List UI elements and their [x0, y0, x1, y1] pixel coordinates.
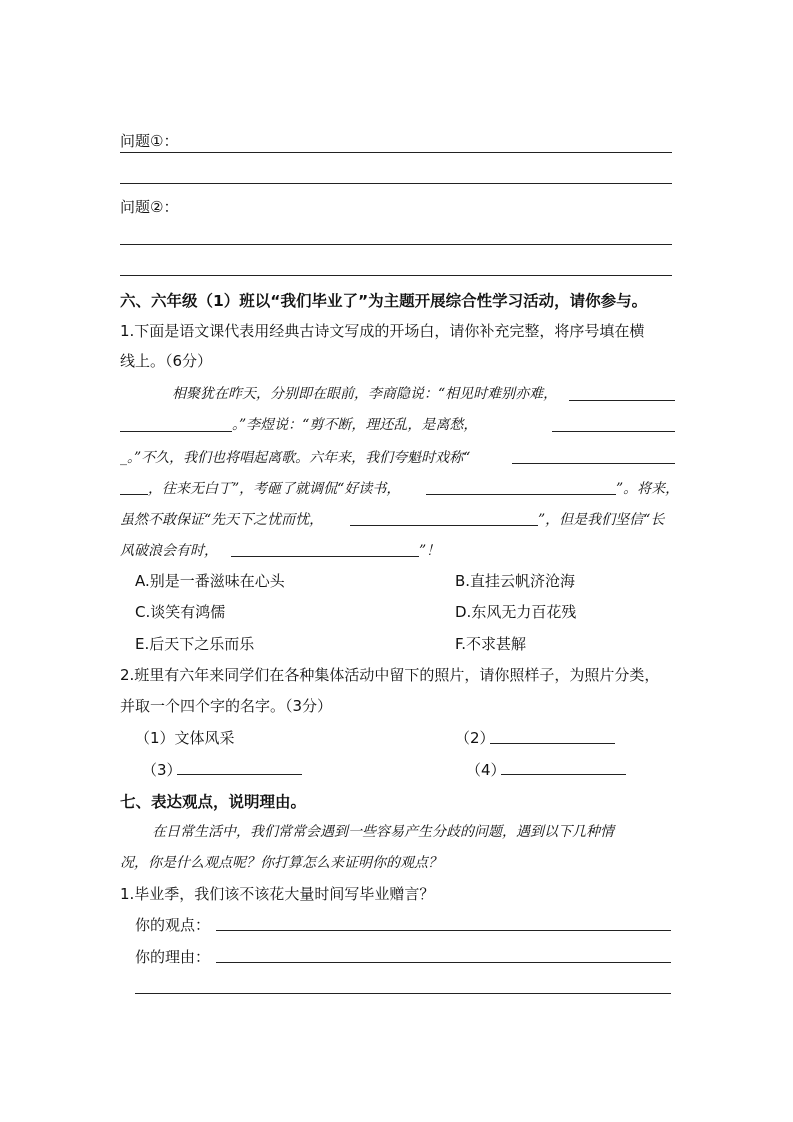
question-1-label: 问题①：: [120, 132, 179, 150]
fill-blank[interactable]: [569, 400, 675, 401]
passage-line-2: 。”李煜说：“剪不断，理还乱，是离愁，: [232, 417, 478, 433]
section-7-title: 七、表达观点，说明理由。: [120, 793, 307, 811]
category-4-blank[interactable]: [501, 774, 626, 775]
reason-label: 你的理由：: [135, 948, 211, 966]
fill-blank[interactable]: [120, 494, 148, 495]
passage-line-1: [172, 383, 557, 403]
fill-blank[interactable]: [231, 556, 419, 557]
section-7-item-1: 1.毕业季，我们该不该花大量时间写毕业赠言？: [120, 885, 435, 903]
passage-line-5b: ”，但是我们坚信“长: [538, 512, 665, 528]
answer-line[interactable]: [120, 275, 672, 276]
item-2-instruction: 2.班里有六年来同学们在各种集体活动中留下的照片，请你照样子，为照片分类，: [120, 666, 660, 684]
section-6-title: 六、六年级（1）班以“我们毕业了”为主题开展综合性学习活动，请你参与。: [120, 292, 648, 310]
option-c: C.谈笑有鸿儒: [135, 603, 226, 621]
reason-answer-line-2[interactable]: [135, 993, 671, 994]
fill-blank[interactable]: [552, 431, 675, 432]
item-1-instruction-cont: 线上。（6分）: [120, 352, 213, 370]
option-d: D.东风无力百花残: [455, 603, 577, 621]
item-1-instruction: 1.下面是语文课代表用经典古诗文写成的开场白，请你补充完整，将序号填在横: [120, 322, 645, 340]
passage-line-4b: ”。将来，: [616, 481, 680, 497]
fill-blank[interactable]: [426, 494, 616, 495]
view-answer-line[interactable]: [216, 930, 671, 931]
fill-blank[interactable]: [350, 525, 538, 526]
passage-line-3: _。”不久，我们也将唱起离歌。六年来，我们夸魁时戏称“: [120, 450, 471, 466]
category-3-blank[interactable]: [177, 774, 302, 775]
section-7-intro-2: 况，你是什么观点呢？你打算怎么来证明你的观点？: [120, 855, 442, 871]
passage-line-4a: ，往来无白丁”，考砸了就调侃“好读书，: [148, 481, 401, 497]
answer-line[interactable]: [120, 152, 672, 153]
answer-line[interactable]: [120, 183, 672, 184]
category-1: （1）文体风采: [135, 729, 235, 747]
reason-answer-line[interactable]: [216, 962, 671, 963]
item-2-instruction-cont: 并取一个四个字的名字。（3分）: [120, 697, 333, 715]
answer-line[interactable]: [120, 244, 672, 245]
passage-text: 相聚犹在昨天，分别即在眼前，李商隐说：“相见时难别亦难，: [172, 386, 558, 402]
passage-line-6a: 风破浪会有时，: [120, 543, 218, 559]
category-4-label: （4）: [466, 761, 506, 779]
option-f: F.不求甚解: [455, 635, 526, 653]
fill-blank[interactable]: [512, 463, 675, 464]
option-e: E.后天下之乐而乐: [135, 635, 255, 653]
category-2-blank[interactable]: [490, 743, 615, 744]
option-a: A.别是一番滋味在心头: [135, 572, 285, 590]
section-7-intro-1: 在日常生活中，我们常常会遇到一些容易产生分歧的问题，遇到以下几种情: [152, 824, 614, 840]
category-2-label: （2）: [455, 729, 495, 747]
view-label: 你的观点：: [135, 916, 211, 934]
question-2-label: 问题②：: [120, 198, 179, 216]
option-b: B.直挂云帆济沧海: [455, 572, 576, 590]
category-3-label: （3）: [142, 761, 182, 779]
passage-line-5a: 虽然不敢保证“先天下之忧而忧，: [120, 512, 324, 528]
passage-line-6b: ”！: [419, 543, 441, 559]
fill-blank[interactable]: [120, 431, 232, 432]
